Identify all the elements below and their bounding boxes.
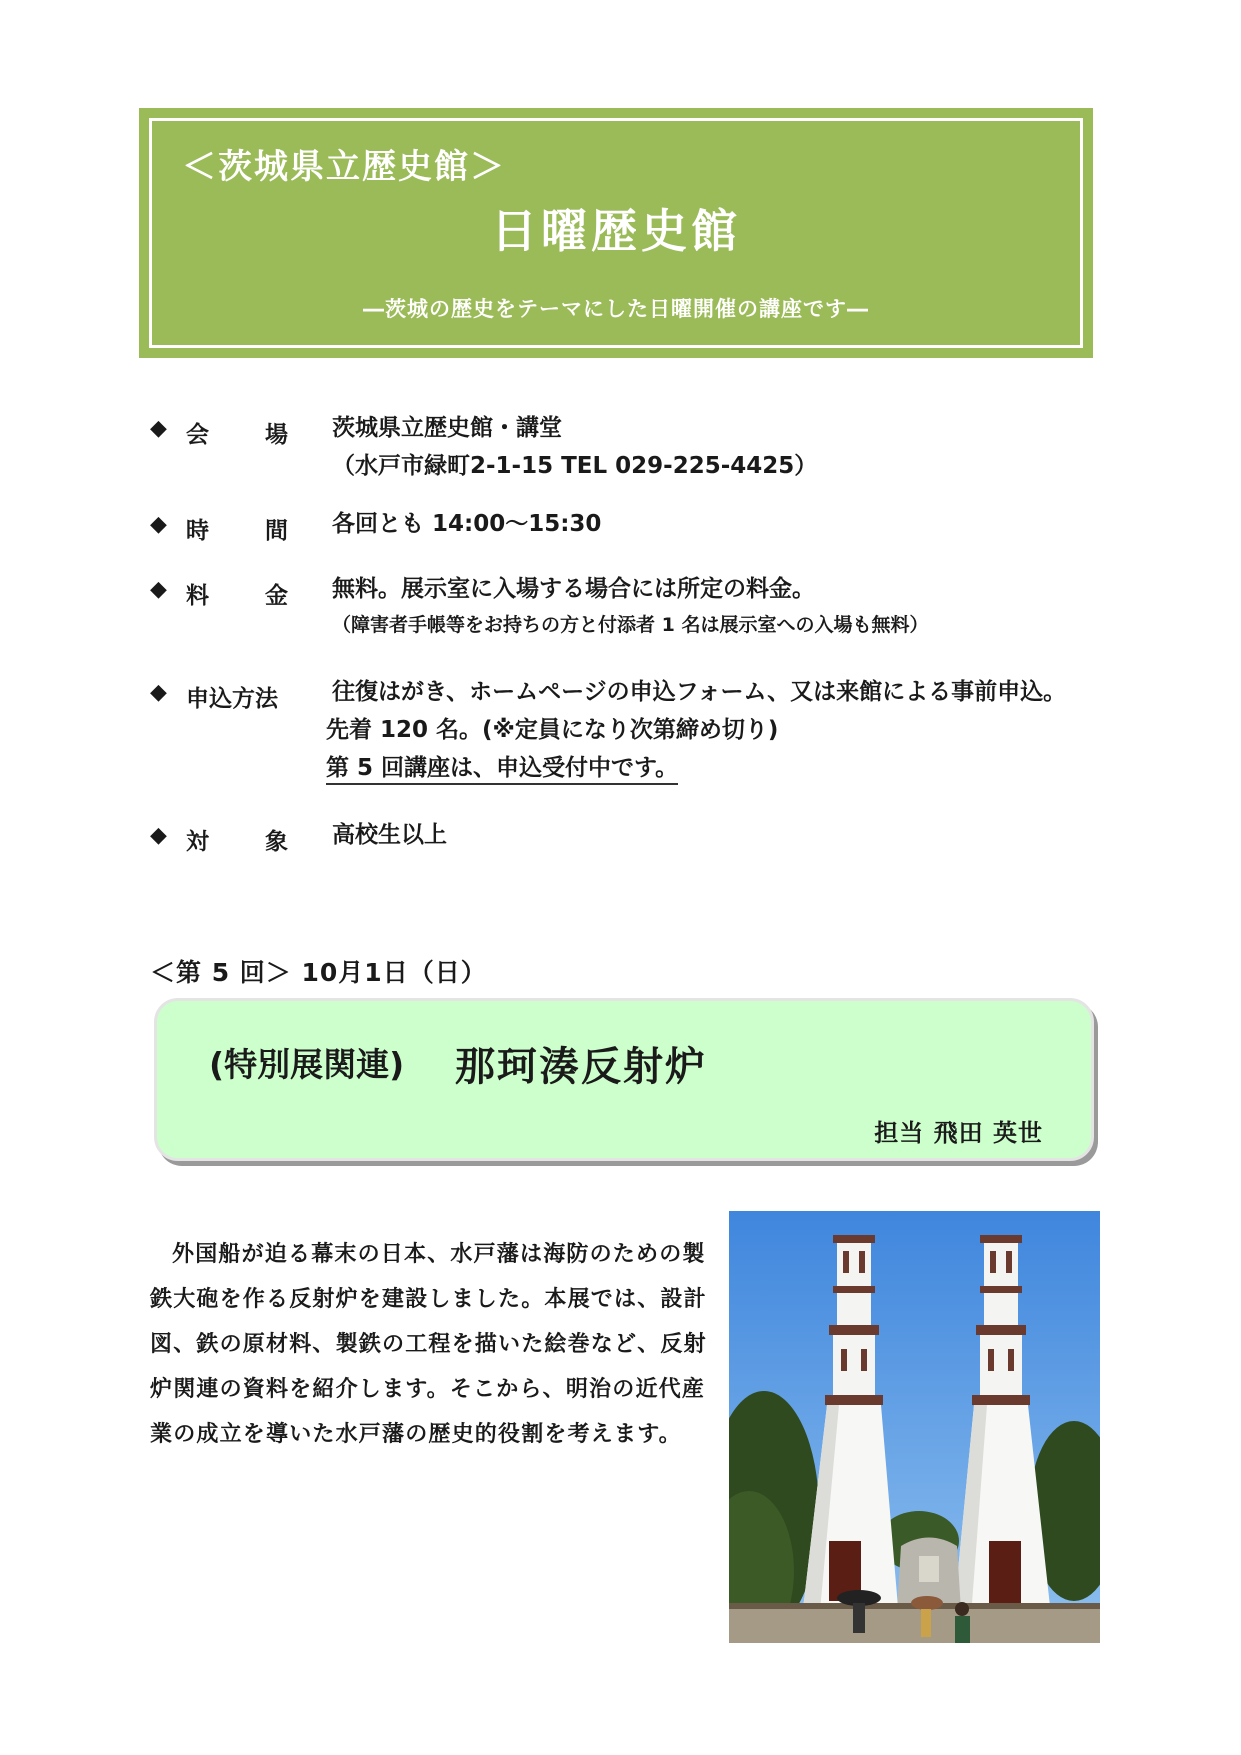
application-methods: 往復はがき、ホームページの申込フォーム、又は来館による事前申込。 [332,679,1067,705]
organization-title: ＜茨城県立歴史館＞ [182,147,506,187]
diamond-bullet-icon: ◆ [150,823,167,848]
venue-address: （水戸市緑町2-1-15 TEL 029-225-4425） [332,453,818,479]
diamond-bullet-icon: ◆ [150,577,167,602]
info-value [332,823,447,854]
page-title: 日曜歴史館 [491,204,741,258]
fee-text: 無料。展示室に入場する場合には所定の料金。 [332,576,815,602]
info-label: 会 場 [186,422,288,448]
info-label: 申込方法 [186,686,278,712]
diamond-bullet-icon: ◆ [150,416,167,441]
application-capacity: 先着 120 名。(※定員になり次第締め切り) [326,717,779,743]
lecture-prefix: (特別展関連) [209,1045,405,1084]
furnace-photo-illustration [729,1211,1100,1643]
info-value [332,512,601,543]
info-value [332,577,928,642]
header-banner [139,108,1093,358]
fee-note: （障害者手帳等をお持ちの方と付添者 1 名は展示室への入場も無料） [332,614,929,636]
lecturer-name: 担当 飛田 英世 [874,1119,1043,1147]
session-heading: ＜第 5 回＞ 10月1日（日） [150,958,487,987]
info-value [332,416,817,485]
info-label: 時 間 [186,518,288,544]
venue-name: 茨城県立歴史館・講堂 [332,415,562,441]
page-subtitle: ―茨城の歴史をテーマにした日曜開催の講座です― [363,297,869,321]
info-label: 対 象 [186,829,288,855]
lecture-description [150,1232,710,1457]
diamond-bullet-icon: ◆ [150,680,167,705]
info-value [326,679,1067,787]
time-text: 各回とも 14:00～15:30 [332,511,602,537]
header-inner-border [149,118,1083,348]
application-status: 第 5 回講座は、申込受付中です。 [326,755,678,785]
lecture-title: 那珂湊反射炉 [455,1044,707,1090]
lecture-box [154,998,1094,1161]
target-text: 高校生以上 [332,822,447,848]
reverberatory-furnace-photo [729,1211,1100,1643]
info-label: 料 金 [186,583,288,609]
diamond-bullet-icon: ◆ [150,512,167,537]
description-text: 外国船が迫る幕末の日本、水戸藩は海防のための製鉄大砲を作る反射炉を建設しました。本展では、設計図、鉄の原材料、製鉄の工程を描いた絵巻など、反射炉関連の資料を紹介します。そこから、明治の近代産業の成立を導いた水戸藩の歴史的役割を考えます。 [150,1242,707,1447]
